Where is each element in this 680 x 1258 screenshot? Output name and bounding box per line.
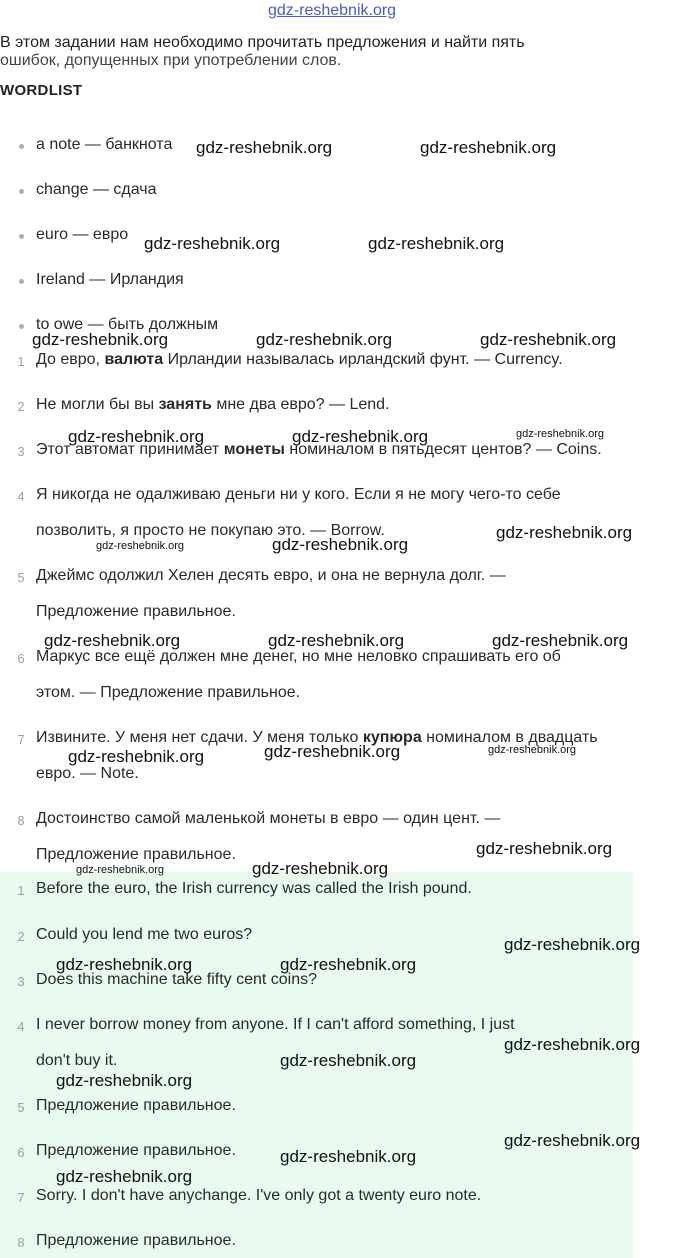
- task-text-line2: позволить, я просто не покупаю это. — Borrow.: [36, 522, 385, 539]
- watermark: gdz-reshebnik.org: [368, 234, 505, 253]
- task-text: Маркус все ещё должен мне денег, но мне неловко спрашивать его об: [36, 648, 561, 665]
- watermark: gdz-reshebnik.org: [492, 631, 629, 650]
- wordlist-item: [36, 271, 184, 289]
- task-text: номиналом в пятьдесят центов? — Coins.: [284, 441, 602, 458]
- task-keyword: занять: [158, 396, 212, 413]
- watermark: gdz-reshebnik.org: [496, 523, 633, 542]
- wordlist-item: [36, 136, 172, 154]
- bullet-icon: [19, 234, 24, 239]
- watermark: gdz-reshebnik.org: [252, 859, 389, 878]
- item-number: 8: [17, 813, 25, 828]
- item-number: 1: [17, 883, 25, 898]
- task-text-line2: евро. — Note.: [36, 765, 139, 782]
- watermark: gdz-reshebnik.org: [44, 631, 181, 650]
- item-number: 3: [17, 444, 25, 459]
- answer-text-line2: don't buy it.: [36, 1052, 118, 1069]
- item-number: 5: [17, 570, 25, 585]
- item-number: 6: [17, 651, 25, 666]
- wordlist-item-text: euro — евро: [36, 226, 129, 243]
- task-keyword: монеты: [223, 441, 285, 458]
- watermark: gdz-reshebnik.org: [280, 1051, 417, 1070]
- wordlist-item: [36, 181, 157, 199]
- watermark: gdz-reshebnik.org: [268, 631, 405, 650]
- watermark: gdz-reshebnik.org: [504, 1035, 641, 1054]
- site-link[interactable]: gdz-reshebnik.org: [268, 2, 397, 19]
- bullet-icon: [19, 279, 24, 284]
- task-text: номиналом в двадцать: [421, 729, 598, 746]
- wordlist-item-text: Ireland — Ирландия: [36, 271, 184, 288]
- wordlist-item-text: a note — банкнота: [36, 136, 173, 153]
- watermark: gdz-reshebnik.org: [420, 138, 557, 157]
- item-number: 4: [17, 1019, 25, 1034]
- item-number: 6: [17, 1145, 25, 1160]
- watermark: gdz-reshebnik.org: [196, 138, 333, 157]
- task-text: Я никогда не одалживаю деньги ни у кого. Если я не могу чего-то себе: [36, 486, 561, 503]
- watermark: gdz-reshebnik.org: [56, 1167, 193, 1186]
- intro-text: В этом задании нам необходимо прочитать предложения и найти пять: [0, 34, 525, 51]
- watermark: gdz-reshebnik.org: [480, 330, 617, 349]
- bullet-icon: [19, 144, 24, 149]
- task-item: [36, 351, 563, 369]
- task-text: мне два евро? — Lend.: [211, 396, 390, 413]
- wordlist-item-text: to owe — быть должным: [36, 316, 219, 333]
- watermark: gdz-reshebnik.org: [476, 839, 613, 858]
- intro-cutoff-line: [0, 52, 420, 76]
- watermark: gdz-reshebnik.org: [32, 330, 169, 349]
- answer-text: Sorry. I don't have anychange. I've only got a twenty euro note.: [36, 1187, 482, 1204]
- wordlist-title: WORDLIST: [0, 82, 83, 99]
- watermark: gdz-reshebnik.org: [56, 1071, 193, 1090]
- answer-text: I never borrow money from anyone. If I can't afford something, I just: [36, 1016, 515, 1033]
- watermark: gdz-reshebnik.org: [76, 864, 165, 876]
- answer-text: Предложение правильное.: [36, 1097, 236, 1114]
- item-number: 1: [17, 354, 25, 369]
- watermark: gdz-reshebnik.org: [96, 540, 185, 552]
- watermark: gdz-reshebnik.org: [280, 1147, 417, 1166]
- task-keyword: валюта: [104, 351, 164, 368]
- watermark: gdz-reshebnik.org: [280, 955, 417, 974]
- answer-text: Does this machine take fifty cent coins?: [36, 971, 318, 988]
- watermark: gdz-reshebnik.org: [68, 747, 205, 766]
- watermark: gdz-reshebnik.org: [504, 935, 641, 954]
- task-text: До евро,: [36, 351, 105, 368]
- answer-text: Предложение правильное.: [36, 1142, 236, 1159]
- watermark: gdz-reshebnik.org: [504, 1131, 641, 1150]
- task-text: Не могли бы вы: [36, 396, 159, 413]
- wordlist-item: [36, 226, 128, 244]
- watermark: gdz-reshebnik.org: [516, 428, 605, 440]
- task-item: [36, 396, 390, 414]
- bullet-icon: [19, 324, 24, 329]
- task-text-line2: этом. — Предложение правильное.: [36, 684, 301, 701]
- item-number: 3: [17, 974, 25, 989]
- item-number: 5: [17, 1100, 25, 1115]
- item-number: 8: [17, 1235, 25, 1250]
- watermark: gdz-reshebnik.org: [264, 742, 401, 761]
- watermark: gdz-reshebnik.org: [292, 427, 429, 446]
- answer-text: Before the euro, the Irish currency was called the Irish pound.: [36, 880, 472, 897]
- task-keyword: купюра: [362, 729, 422, 746]
- item-number: 7: [17, 1190, 25, 1205]
- item-number: 4: [17, 489, 25, 504]
- item-number: 7: [17, 732, 25, 747]
- watermark: gdz-reshebnik.org: [256, 330, 393, 349]
- answer-text: Предложение правильное.: [36, 1232, 236, 1249]
- task-text-line2: Предложение правильное.: [36, 603, 236, 620]
- watermark: gdz-reshebnik.org: [488, 744, 577, 756]
- bullet-icon: [19, 189, 24, 194]
- watermark: gdz-reshebnik.org: [144, 234, 281, 253]
- watermark: gdz-reshebnik.org: [272, 535, 409, 554]
- item-number: 2: [17, 929, 25, 944]
- item-number: 2: [17, 399, 25, 414]
- task-text: Достоинство самой маленькой монеты в евро — один цент. —: [36, 810, 501, 827]
- task-text: Джеймс одолжил Хелен десять евро, и она не вернула долг. —: [36, 567, 506, 584]
- wordlist-item-text: change — сдача: [36, 181, 157, 198]
- answer-text: Could you lend me two euros?: [36, 926, 253, 943]
- task-text: Этот автомат принимает: [36, 441, 224, 458]
- intro-cutoff-text: ошибок, допущенных при употреблении слов.: [0, 52, 342, 69]
- task-text: Ирландии называлась ирландский фунт. — Currency.: [163, 351, 563, 368]
- task-text: Извините. У меня нет сдачи. У меня только: [36, 729, 363, 746]
- watermark: gdz-reshebnik.org: [56, 955, 193, 974]
- task-text-line2: Предложение правильное.: [36, 846, 236, 863]
- watermark: gdz-reshebnik.org: [68, 427, 205, 446]
